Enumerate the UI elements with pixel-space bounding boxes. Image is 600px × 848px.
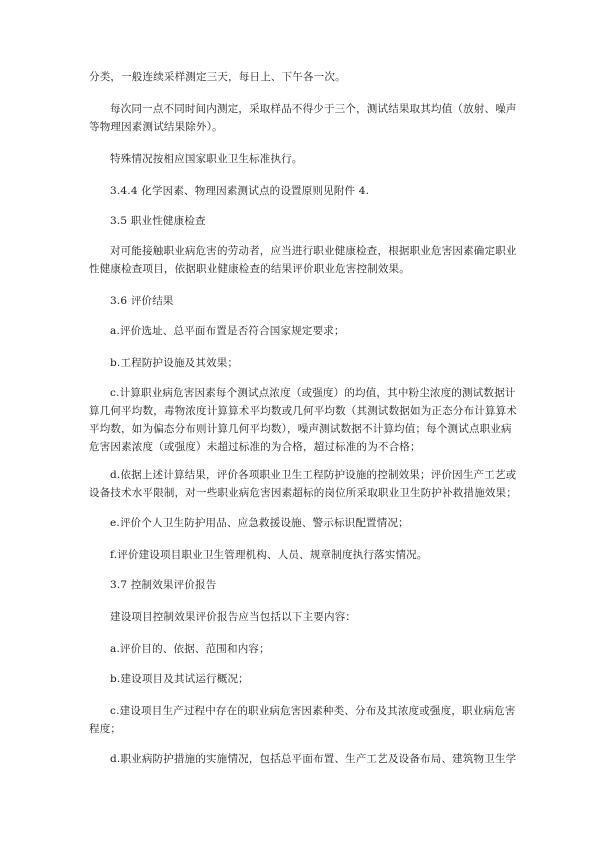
- paragraph-report-contents: 建设项目控制效果评价报告应当包括以下主要内容：: [110, 611, 357, 623]
- report-item-a: a.评价目的、依据、范围和内容；: [110, 643, 270, 655]
- paragraph-special-cases: 特殊情况按相应国家职业卫生标准执行。: [110, 153, 303, 165]
- section-heading-3-6: 3.6 评价结果: [110, 295, 174, 307]
- report-item-c: c.建设项目生产过程中存在的职业病危害因素种类、分布及其浓度或强度，职业病危害程度；: [89, 705, 516, 735]
- section-heading-3-4-4: 3.4.4 化学因素、物理因素测试点的设置原则见附件 4.: [110, 185, 370, 197]
- section-heading-3-7: 3.7 控制效果评价报告: [110, 579, 217, 591]
- section-heading-3-5: 3.5 职业性健康检查: [110, 215, 206, 227]
- paragraph-health-check: 对可能接触职业病危害的劳动者，应当进行职业健康检查，根据职业危害因素确定职业性健康检查项目，依据职业健康检查的结果评价职业危害控制效果。: [89, 245, 517, 275]
- paragraph-sampling-schedule: 分类，一般连续采样测定三天，每日上、下午各一次。: [89, 71, 346, 83]
- report-item-d: d.职业病防护措施的实施情况，包括总平面布置、生产工艺及设备布局、建筑物卫生学: [110, 753, 517, 765]
- list-item-c: c.计算职业病危害因素每个测试点浓度（或强度）的均值，其中粉尘浓度的测试数据计算几何平均数，毒物浓度计算算术平均数或几何平均数（其测试数据如为正态分布计算算术平均数，如为偏态分布则计算几何平均数），噪声测试数据不计算均值；每个测试点职业病危害因素浓度（或强度）未超过标准的为合格，超过标准的为不合格；: [89, 387, 517, 453]
- list-item-f: f.评价建设项目职业卫生管理机构、人员、规章制度执行落实情况。: [110, 549, 428, 561]
- list-item-a: a.评价选址、总平面布置是否符合国家规定要求；: [110, 325, 345, 337]
- list-item-e: e.评价个人卫生防护用品、应急救援设施、警示标识配置情况；: [110, 517, 409, 529]
- list-item-d: d.依据上述计算结果，评价各项职业卫生工程防护设施的控制效果；评价因生产工艺或设备技术水平限制，对一些职业病危害因素超标的岗位所采取职业卫生防护补救措施效果；: [89, 469, 517, 499]
- report-item-b: b.建设项目及其试运行概况；: [110, 673, 249, 685]
- list-item-b: b.工程防护设施及其效果；: [110, 357, 239, 369]
- paragraph-sample-count: 每次同一点不同时间内测定，采取样品不得少于三个，测试结果取其均值（放射、噪声等物理因素测试结果除外）。: [89, 103, 517, 133]
